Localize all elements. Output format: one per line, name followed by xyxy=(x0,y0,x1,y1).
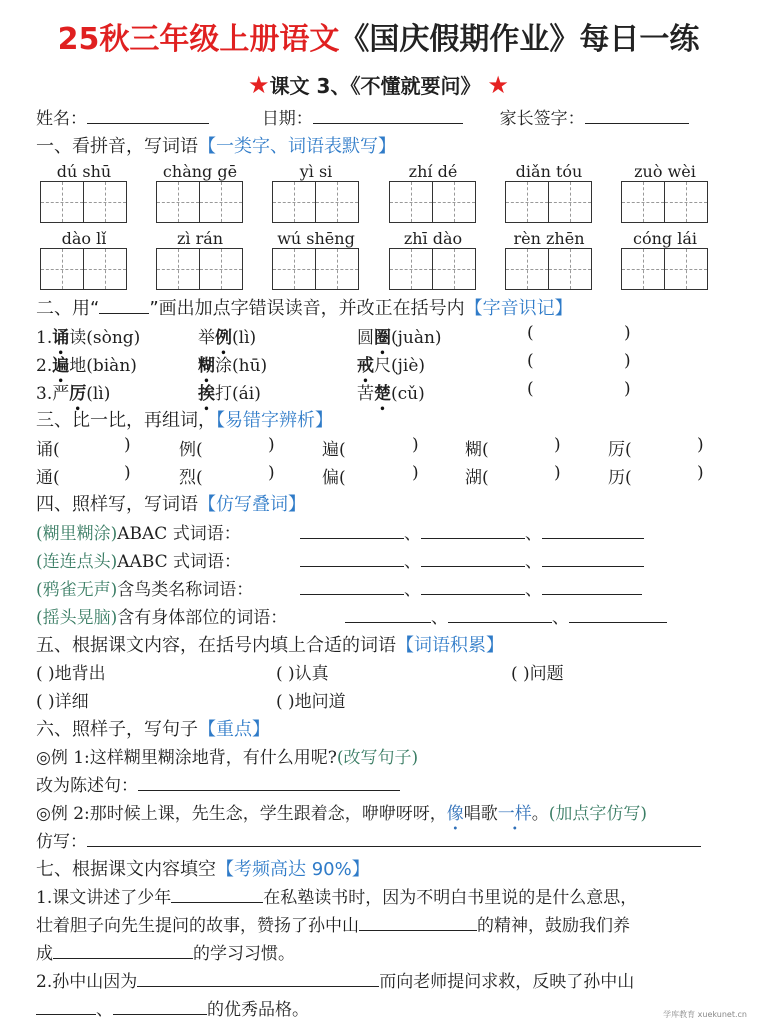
imitate-line xyxy=(36,827,701,852)
paren-close: ) xyxy=(268,435,275,455)
compare-char: 例( xyxy=(179,440,203,460)
dotted-char[interactable]: 楚 xyxy=(374,384,391,404)
word-reading: (juàn) xyxy=(391,328,442,348)
section-2-tag: 【字音识记】 xyxy=(464,298,573,319)
paren-close: ) xyxy=(124,463,131,483)
abac-row xyxy=(36,519,241,544)
example-sentence-mid: 唱歌 xyxy=(463,804,498,824)
sentence-end: 。 xyxy=(531,804,549,824)
answer-blank[interactable] xyxy=(300,522,404,539)
fill-line-4 xyxy=(36,967,634,992)
fill-word-item[interactable]: ( )地问道 xyxy=(276,692,346,712)
body-answers xyxy=(345,603,667,628)
section-6-title: 六、照样子，写句子 xyxy=(36,719,198,740)
tianzige-box[interactable] xyxy=(621,248,665,290)
name-field[interactable] xyxy=(87,107,209,124)
pinyin-item xyxy=(272,229,360,291)
pronunciation-row-3-word-2 xyxy=(198,379,261,404)
separator: 、 xyxy=(525,524,542,544)
section-3-heading xyxy=(36,406,333,432)
word-reading: (lì) xyxy=(232,328,257,348)
paren-close: ) xyxy=(697,435,704,455)
tianzige-box[interactable] xyxy=(40,248,84,290)
fill-line-3 xyxy=(36,939,295,964)
compare-char: 湖( xyxy=(465,468,489,488)
paren-close: ) xyxy=(554,435,561,455)
pinyin-label: cóng lái xyxy=(633,229,697,248)
bird-word-row xyxy=(36,575,253,600)
pinyin-label: zhí dé xyxy=(408,162,458,181)
pinyin-item xyxy=(505,229,593,291)
pattern-label: 含鸟类名称词语： xyxy=(117,580,254,600)
example-sentence: ◎例 1:这样糊里糊涂地背，有什么用呢? xyxy=(36,748,337,768)
lesson-subtitle xyxy=(0,70,757,99)
separator: 、 xyxy=(525,552,542,572)
passage-text: 1.课文讲述了少年 xyxy=(36,888,172,908)
answer-blank[interactable] xyxy=(421,522,525,539)
compare-char: 历( xyxy=(608,468,632,488)
word-reading: 尺(jiè) xyxy=(374,356,426,376)
passage-blank[interactable] xyxy=(113,998,207,1015)
correction-paren-open: ( xyxy=(527,379,534,399)
pinyin-item xyxy=(156,229,244,291)
passage-text: 的学习习惯。 xyxy=(193,944,295,964)
section-5-tag: 【词语积累】 xyxy=(396,635,504,656)
watermark-footer: 学库教育 xuekunet.cn xyxy=(663,1010,747,1019)
tianzige-box[interactable] xyxy=(156,181,200,223)
pronunciation-row-1-word-3 xyxy=(357,323,442,348)
parent-sign-label: 家长签字： xyxy=(499,109,585,129)
item-number: 1. xyxy=(36,328,53,348)
tianzige-box[interactable] xyxy=(84,248,127,290)
passage-blank[interactable] xyxy=(53,942,193,959)
passage-text: 成 xyxy=(36,944,53,964)
fill-word-item[interactable]: ( )问题 xyxy=(511,664,564,684)
correction-paren-close: ) xyxy=(624,351,631,371)
section-3-title: 三、比一比，再组词， xyxy=(36,410,216,431)
word-prefix: 严 xyxy=(52,384,70,404)
dotted-char[interactable]: 圈 xyxy=(374,328,391,348)
section-7-title: 七、根据课文内容填空 xyxy=(36,859,216,880)
pinyin-label: rèn zhēn xyxy=(513,229,585,248)
pinyin-label: dào lǐ xyxy=(61,229,107,248)
word-prefix: 圆 xyxy=(357,328,374,348)
answer-blank[interactable] xyxy=(542,522,644,539)
word-reading: 打(ái) xyxy=(215,384,261,404)
tianzige-box[interactable] xyxy=(665,248,708,290)
tianzige-box[interactable] xyxy=(200,181,243,223)
tianzige-box[interactable] xyxy=(272,181,316,223)
pinyin-item xyxy=(272,162,360,224)
word-prefix: 苦 xyxy=(357,384,374,404)
section-2-title-start: 二、用“ xyxy=(36,298,100,319)
imitate-label: 仿写： xyxy=(36,832,87,852)
correction-paren-close: ) xyxy=(624,323,631,343)
tianzige-box[interactable] xyxy=(549,248,592,290)
pronunciation-row-3 xyxy=(36,379,110,404)
pinyin-item xyxy=(621,229,709,291)
compare-char: 遍( xyxy=(322,440,346,460)
example-sentence: ◎例 2:那时候上课，先生念，学生跟着念，咿咿呀呀， xyxy=(36,804,447,824)
passage-blank[interactable] xyxy=(36,998,96,1015)
pinyin-label: zuò wèi xyxy=(634,162,696,181)
answer-blank[interactable] xyxy=(448,606,552,623)
tianzige-box[interactable] xyxy=(40,181,84,223)
pinyin-item xyxy=(389,229,477,291)
pinyin-label: zì rán xyxy=(176,229,224,248)
dotted-char[interactable]: 例 xyxy=(215,328,232,348)
example-note: (加点字仿写) xyxy=(548,804,648,824)
correction-paren-open: ( xyxy=(527,323,534,343)
star-icon: ★ xyxy=(487,71,509,99)
section-4-title: 四、照样写，写词语 xyxy=(36,494,198,515)
fill-word-item[interactable]: ( )详细 xyxy=(36,692,89,712)
pronunciation-row-2 xyxy=(36,351,137,376)
pinyin-item xyxy=(156,162,244,224)
example-2 xyxy=(36,799,647,824)
pattern-label: 含有身体部位的词语： xyxy=(117,608,288,628)
tianzige-box[interactable] xyxy=(389,248,433,290)
pinyin-label: diǎn tóu xyxy=(515,162,583,181)
pinyin-item xyxy=(621,162,709,224)
section-1-heading xyxy=(36,132,396,158)
pinyin-item xyxy=(40,229,128,291)
paren-close: ) xyxy=(124,435,131,455)
date-field[interactable] xyxy=(313,107,463,124)
compare-char: 烈( xyxy=(179,468,203,488)
fill-line-1 xyxy=(36,883,637,908)
word-reading: (lì) xyxy=(86,384,111,404)
tianzige-box[interactable] xyxy=(621,181,665,223)
fill-word-item[interactable]: ( )地背出 xyxy=(36,664,106,684)
pinyin-label: wú shēng xyxy=(277,229,355,248)
tianzige-box[interactable] xyxy=(505,248,549,290)
answer-blank[interactable] xyxy=(300,550,404,567)
separator: 、 xyxy=(552,608,569,628)
rewrite-line xyxy=(36,771,400,796)
tianzige-box[interactable] xyxy=(505,181,549,223)
section-6-heading xyxy=(36,715,270,741)
tianzige-box[interactable] xyxy=(156,248,200,290)
tianzige-box[interactable] xyxy=(200,248,243,290)
dotted-char[interactable]: 挨 xyxy=(198,384,215,404)
section-2-heading xyxy=(36,294,573,320)
pinyin-item xyxy=(40,162,128,224)
separator: 、 xyxy=(404,524,421,544)
rewrite-label: 改为陈述句： xyxy=(36,776,138,796)
aabc-answers xyxy=(300,547,644,572)
name-label: 姓名： xyxy=(36,109,87,129)
example-word: (摇头晃脑) xyxy=(36,608,118,628)
fill-line-2 xyxy=(36,911,630,936)
section-5-title: 五、根据课文内容，在括号内填上合适的词语 xyxy=(36,635,396,656)
aabc-row xyxy=(36,547,241,572)
section-3-tag: 【易错字辨析】 xyxy=(216,410,333,431)
tianzige-box[interactable] xyxy=(433,181,476,223)
dotted-char[interactable]: 像 xyxy=(446,804,464,824)
pronunciation-row-1-word-2 xyxy=(198,323,256,348)
example-word: (糊里糊涂) xyxy=(36,524,118,544)
paren-close: ) xyxy=(554,463,561,483)
imitate-blank[interactable] xyxy=(87,830,701,847)
dotted-char[interactable]: 厉 xyxy=(69,384,87,404)
tianzige-box[interactable] xyxy=(433,248,476,290)
answer-blank[interactable] xyxy=(421,550,525,567)
compare-char: 诵( xyxy=(36,440,60,460)
passage-blank[interactable] xyxy=(171,886,263,903)
fill-line-5 xyxy=(36,995,309,1020)
abac-answers xyxy=(300,519,644,544)
paren-close: ) xyxy=(697,463,704,483)
passage-text: 壮着胆子向先生提问的故事，赞扬了孙中山 xyxy=(36,916,359,936)
answer-blank[interactable] xyxy=(300,578,404,595)
paren-close: ) xyxy=(268,463,275,483)
compare-char: 通( xyxy=(36,468,60,488)
word-reading: 地(biàn) xyxy=(69,356,137,376)
pinyin-item xyxy=(505,162,593,224)
section-1-title: 一、看拼音，写词语 xyxy=(36,136,198,157)
dotted-char[interactable]: 一样 xyxy=(497,804,532,824)
pattern-label: AABC 式词语： xyxy=(117,552,242,572)
dotted-char[interactable]: 糊 xyxy=(198,356,215,376)
tianzige-box[interactable] xyxy=(316,181,359,223)
compare-char: 厉( xyxy=(608,440,632,460)
section-6-tag: 【重点】 xyxy=(198,719,270,740)
correction-paren-close: ) xyxy=(624,379,631,399)
separator: 、 xyxy=(525,580,542,600)
title-part-grade: 25秋三年级上册语文 xyxy=(57,22,340,57)
dotted-char[interactable]: 诵 xyxy=(52,328,70,348)
section-7-tag: 【考频高达 90%】 xyxy=(216,859,370,880)
answer-blank[interactable] xyxy=(542,550,644,567)
rewrite-blank[interactable] xyxy=(138,774,400,791)
compare-char: 偏( xyxy=(322,468,346,488)
section-2-title-end: ”画出加点字错误读音，并改正在括号内 xyxy=(149,298,465,319)
word-prefix: 举 xyxy=(198,328,215,348)
answer-blank[interactable] xyxy=(542,578,642,595)
passage-blank[interactable] xyxy=(359,914,477,931)
passage-text: 的精神，鼓励我们养 xyxy=(477,916,630,936)
fill-word-item[interactable]: ( )认真 xyxy=(276,664,329,684)
page-title xyxy=(0,14,757,58)
parent-sign-field[interactable] xyxy=(585,107,689,124)
student-info-row xyxy=(36,104,689,129)
dotted-char[interactable]: 遍 xyxy=(52,356,70,376)
paren-close: ) xyxy=(412,435,419,455)
title-part-homework: 《国庆假期作业》每日一练 xyxy=(339,22,700,57)
pronunciation-row-2-word-3 xyxy=(357,351,425,376)
passage-text: 在私塾读书时，因为不明白书里说的是什么意思， xyxy=(263,888,638,908)
separator: 、 xyxy=(431,608,448,628)
section-1-tag: 【一类字、词语表默写】 xyxy=(198,136,396,157)
separator: 、 xyxy=(96,1000,113,1020)
passage-text: 而向老师提问求救，反映了孙中山 xyxy=(379,972,635,992)
section-7-heading xyxy=(36,855,370,881)
item-number: 2. xyxy=(36,356,53,376)
word-reading: (cǔ) xyxy=(391,384,425,404)
word-reading: 涂(hū) xyxy=(215,356,268,376)
example-note: (改写句子) xyxy=(336,748,419,768)
answer-blank[interactable] xyxy=(345,606,431,623)
pinyin-label: yì si xyxy=(299,162,333,181)
passage-text: 2.孙中山因为 xyxy=(36,972,138,992)
passage-text: 的优秀品格。 xyxy=(207,1000,309,1020)
item-number: 3. xyxy=(36,384,53,404)
body-word-row xyxy=(36,603,287,628)
date-label: 日期： xyxy=(261,109,313,129)
separator: 、 xyxy=(404,580,421,600)
example-word: (连连点头) xyxy=(36,552,118,572)
section-5-heading xyxy=(36,631,504,657)
pinyin-label: dú shū xyxy=(56,162,112,181)
lesson-title: 课文 3、《不懂就要问》 xyxy=(269,74,481,98)
tianzige-box[interactable] xyxy=(272,248,316,290)
pinyin-label: zhī dào xyxy=(403,229,463,248)
tianzige-box[interactable] xyxy=(84,181,127,223)
pinyin-item xyxy=(389,162,477,224)
tianzige-box[interactable] xyxy=(316,248,359,290)
answer-blank[interactable] xyxy=(569,606,667,623)
separator: 、 xyxy=(404,552,421,572)
underline-sample xyxy=(99,301,149,314)
section-4-heading xyxy=(36,490,306,516)
pronunciation-row-1 xyxy=(36,323,140,348)
tianzige-box[interactable] xyxy=(549,181,592,223)
tianzige-box[interactable] xyxy=(389,181,433,223)
answer-blank[interactable] xyxy=(421,578,525,595)
word-reading: 读(sòng) xyxy=(69,328,141,348)
pattern-label: ABAC 式词语： xyxy=(117,524,241,544)
correction-paren-open: ( xyxy=(527,351,534,371)
passage-blank[interactable] xyxy=(137,970,379,987)
bird-answers xyxy=(300,575,642,600)
example-1 xyxy=(36,743,418,768)
compare-char: 糊( xyxy=(465,440,489,460)
pronunciation-row-2-word-2 xyxy=(198,351,267,376)
paren-close: ) xyxy=(412,463,419,483)
section-4-tag: 【仿写叠词】 xyxy=(198,494,306,515)
pronunciation-row-3-word-3 xyxy=(357,379,425,404)
dotted-char[interactable]: 戒 xyxy=(357,356,374,376)
star-icon: ★ xyxy=(248,71,270,99)
pinyin-label: chàng gē xyxy=(162,162,238,181)
tianzige-box[interactable] xyxy=(665,181,708,223)
example-word: (鸦雀无声) xyxy=(36,580,118,600)
